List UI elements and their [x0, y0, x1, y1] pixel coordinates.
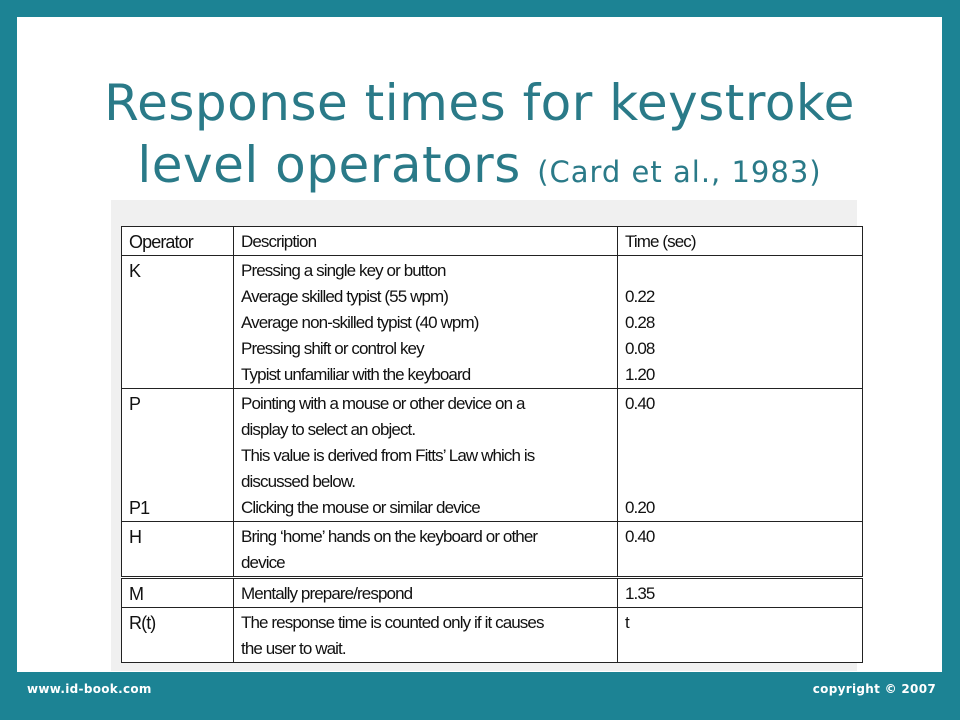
time-value: 0.08 [625, 339, 655, 358]
description-line: device [241, 553, 285, 572]
description-line: the user to wait. [241, 639, 346, 658]
description-line: Pressing shift or control key [241, 339, 424, 358]
time-value: 0.40 [625, 527, 655, 546]
description-line: Bring ‘home’ hands on the keyboard or other [241, 527, 538, 546]
operator-cell: H [129, 527, 142, 547]
table-panel [111, 200, 857, 671]
description-line: The response time is counted only if it causes [241, 613, 544, 632]
description-line: display to select an object. [241, 420, 416, 439]
operator-cell: P1 [129, 498, 150, 518]
header-description: Description [234, 227, 618, 256]
operators-table [121, 226, 863, 663]
description-line: Pointing with a mouse or other device on a [241, 394, 525, 413]
description-line: Mentally prepare/respond [241, 584, 413, 603]
description-line: discussed below. [241, 472, 356, 491]
description-line: Typist unfamiliar with the keyboard [241, 365, 471, 384]
description-line: Average skilled typist (55 wpm) [241, 287, 449, 306]
footer-website: www.id-book.com [27, 682, 152, 696]
table-row [122, 608, 863, 663]
title-line-2: level operators [137, 136, 521, 194]
footer-copyright: copyright © 2007 [812, 682, 936, 696]
header-operator: Operator [122, 227, 234, 256]
header-time: Time (sec) [618, 227, 863, 256]
operator-cell: M [129, 584, 144, 604]
time-value: 0.28 [625, 313, 655, 332]
time-value: 0.20 [625, 498, 655, 517]
table-row [122, 256, 863, 389]
table-row [122, 522, 863, 578]
description-line: Pressing a single key or button [241, 261, 446, 280]
time-value: t [625, 613, 629, 632]
title-line-1: Response times for keystroke [104, 74, 855, 132]
time-value: 1.20 [625, 365, 655, 384]
time-value: 0.40 [625, 394, 655, 413]
slide [17, 17, 942, 672]
table-header-row [122, 227, 863, 256]
description-line: Clicking the mouse or similar device [241, 498, 480, 517]
description-line: Average non-skilled typist (40 wpm) [241, 313, 479, 332]
title-citation: (Card et al., 1983) [537, 155, 822, 189]
slide-title [17, 72, 942, 203]
description-line: This value is derived from Fitts’ Law which is [241, 446, 535, 465]
table-row [122, 578, 863, 608]
time-value: 0.22 [625, 287, 655, 306]
table-row [122, 389, 863, 522]
operator-cell: R(t) [129, 613, 156, 633]
operator-cell: P [129, 394, 141, 414]
time-value: 1.35 [625, 584, 655, 603]
operator-cell: K [129, 261, 141, 281]
